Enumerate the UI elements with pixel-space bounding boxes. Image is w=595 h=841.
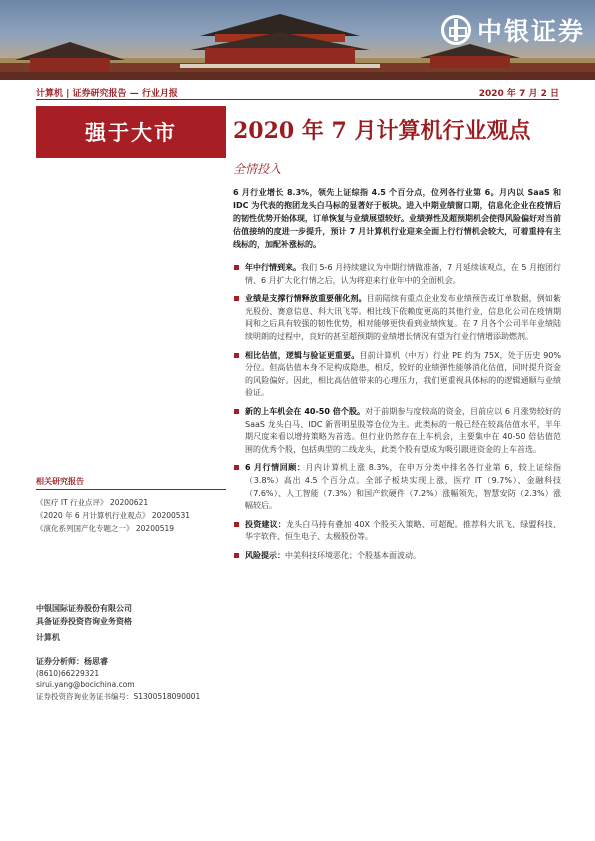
key-point-head: 新的上车机会在 40-50 倍个股。 xyxy=(245,406,366,416)
rating-badge: 强于大市 xyxy=(36,106,226,158)
analyst-name: 证券分析师：杨思睿 xyxy=(36,657,108,666)
report-title: 2020 年 7 月计算机行业观点 xyxy=(233,118,531,144)
brand-logo xyxy=(441,12,585,48)
company-name: 中银国际证券股份有限公司 xyxy=(36,604,132,613)
key-point xyxy=(233,262,561,287)
report-subheader xyxy=(36,86,559,100)
report-subtitle: 全情投入 xyxy=(233,162,282,176)
key-point-text: 目前陆续有重点企业发布业绩预告或订单数据，例如紫光股份、赛意信息、科大讯飞等。相比线下依赖度更高的其他行业，信息化公司在疫情期间和之后具有较强的韧性优势，相对能够更快看到业绩恢复。在 7 月各个公司半年业绩陆续明朗的过程中，良好的甚至超预期的业绩增长情况有望为行业行情增添助燃剂。 xyxy=(245,294,561,341)
related-reports xyxy=(36,476,226,535)
related-report-link[interactable]: 《2020 年 6 月计算机行业观点》 20200531 xyxy=(36,511,191,520)
key-point-head: 业绩是支撑行情释放重要催化剂。 xyxy=(245,294,367,304)
key-point xyxy=(233,293,561,343)
key-point-text: 目前计算机（中万）行业 PE 约为 75X，处于历史 90%分位。但高估值本身不足构成隐患，相反，较好的业绩弹性能够消化估值，同时提升资金的风险偏好。因此，相比高估值带来的心理压力，我们更重视具体标的的逻辑通顺与业绩验证。 xyxy=(245,350,561,398)
header-banner-image xyxy=(0,0,595,80)
analyst-email[interactable]: sirui.yang@bocichina.com xyxy=(36,680,135,689)
key-point xyxy=(233,406,561,456)
key-point-text: 中美科技环境恶化；个股基本面波动。 xyxy=(285,550,421,560)
report-date: 2020 年 7 月 2 日 xyxy=(478,89,559,99)
report-category: 计算机 | 证券研究报告 — 行业月报 xyxy=(36,89,178,99)
bank-logo-icon xyxy=(441,15,471,45)
key-point-text: 我们 5-6 月持续建议为中期行情做准备，7 月延续该观点，在 5 月抱团行情、6 月扩大化行情之后，认为将迎来行业年中的全面机会。 xyxy=(245,263,561,285)
summary-paragraph: 6 月行业增长 8.3%，领先上证综指 4.5 个百分点，位列各行业第 6。月内以 SaaS 和 IDC 为代表的抱团龙头白马标的显著好于板块。进入中期业绩窗口期，信息化企业在疫情后的韧性优势开始体现，订单恢复与业绩展望较好。业绩弹性及超预期机会使得风险偏好对当前估值接纳的度进一步提升，预计 7 月计算机行业迎来全面上行行情机会较大，可着重持有主线标的，加配补涨标的。 xyxy=(233,188,561,249)
key-point-head: 年中行情到来。 xyxy=(245,263,302,272)
key-point xyxy=(233,462,561,512)
key-points-list xyxy=(233,262,561,568)
sector-label: 计算机 xyxy=(36,633,60,642)
key-point-head: 投资建议： xyxy=(245,519,286,529)
related-report-link[interactable]: 《医疗 IT 行业点评》 20200621 xyxy=(36,498,149,507)
key-point xyxy=(233,550,561,563)
key-point-text: 对于前期参与度较高的资金，目前应以 6 月涨势较好的 SaaS 龙头白马、IDC 新晋明星股等仓位为主。此类标的一般已经在较高估值水平，半年期尺度来看以增持策略为首选。但行业仍然存在上车机会，主要集中在 40-50 倍估值范围的优秀个股，包括典型的二线龙头，此类个股有望成为吸引跟进资金的上车首选。 xyxy=(245,406,561,454)
company-info xyxy=(36,602,132,628)
analyst-info xyxy=(36,656,200,702)
brand-name: 中银证券 xyxy=(476,17,585,46)
key-point-head: 风险提示： xyxy=(245,550,285,560)
key-point-head: 6 月行情回顾： xyxy=(245,463,306,473)
key-point xyxy=(233,519,561,544)
related-reports-heading: 相关研究报告 xyxy=(36,476,226,490)
key-point-text: 月内计算机上涨 8.3%，在申万分类中排名各行业第 6，较上证综指（3.8%）高出 4.5 个百分点。全部子板块实现上涨，医疗 IT（9.7%）、金融科技（7.6%）、人工智能（7.3%）和国产软硬件（7.2%）涨幅领先，智慧安防（2.3%）涨幅较后。 xyxy=(245,463,561,511)
key-point-head: 相比估值，逻辑与验证更重要。 xyxy=(245,350,360,360)
company-qualification: 具备证券投资咨询业务资格 xyxy=(36,617,132,626)
analyst-phone: (8610)66229321 xyxy=(36,668,100,678)
analyst-certificate: 证券投资咨询业务证书编号：S1300518090001 xyxy=(36,691,201,701)
key-point-text: 龙头白马持有叠加 40X 个股买入策略、可超配。推荐科大讯飞、绿盟科技、华宇软件、恒生电子、太极股份等。 xyxy=(245,519,561,542)
related-report-link[interactable]: 《演化系列国产化专题之一》 20200519 xyxy=(36,524,175,533)
key-point xyxy=(233,350,561,400)
